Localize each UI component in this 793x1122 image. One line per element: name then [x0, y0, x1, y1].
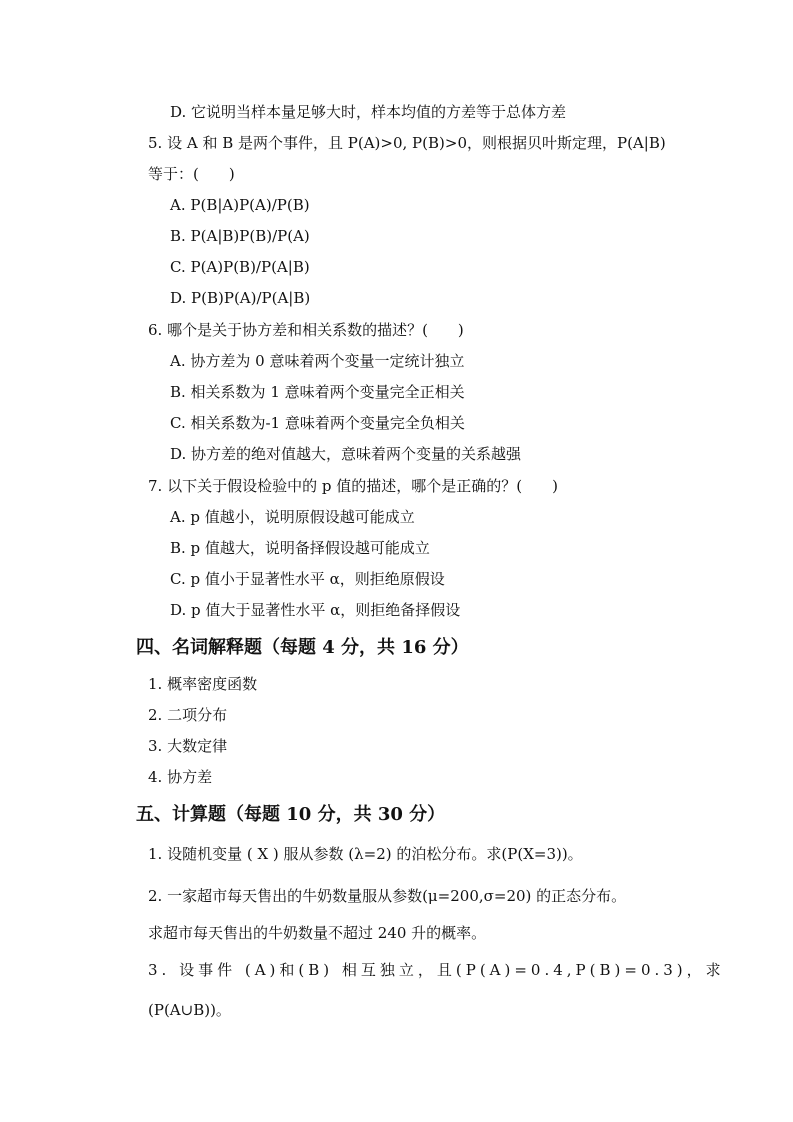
section5-heading: 五、计算题（每题 10 分，共 30 分）: [136, 804, 446, 825]
q6-option-d: D. 协方差的绝对值越大，意味着两个变量的关系越强: [170, 445, 522, 463]
section5-problem-1: 1. 设随机变量 ( X ) 服从参数 (λ=2) 的泊松分布。求(P(X=3))。: [148, 845, 583, 863]
q5-option-c: C. P(A)P(B)/P(A|B): [170, 258, 310, 276]
q7-option-d: D. p 值大于显著性水平 α，则拒绝备择假设: [170, 601, 461, 619]
q6-option-a: A. 协方差为 0 意味着两个变量一定统计独立: [170, 352, 465, 370]
section5-problem-3-line1: 3. 设事件 (A)和(B) 相互独立，且(P(A)=0.4,P(B)=0.3)，求: [148, 961, 725, 979]
section5-problem-2-line2: 求超市每天售出的牛奶数量不超过 240 升的概率。: [148, 924, 487, 942]
q6-option-c: C. 相关系数为-1 意味着两个变量完全负相关: [170, 414, 465, 432]
section5-problem-2-line1: 2. 一家超市每天售出的牛奶数量服从参数(μ=200,σ=20) 的正态分布。: [148, 887, 627, 905]
section4-item-4: 4. 协方差: [148, 768, 213, 786]
section5-problem-3-line2: (P(A∪B))。: [148, 1001, 231, 1019]
section4-heading: 四、名词解释题（每题 4 分，共 16 分）: [136, 637, 469, 658]
q5-option-b: B. P(A|B)P(B)/P(A): [170, 227, 310, 245]
section4-item-1: 1. 概率密度函数: [148, 675, 258, 693]
q7-option-c: C. p 值小于显著性水平 α，则拒绝原假设: [170, 570, 445, 588]
q6-option-b: B. 相关系数为 1 意味着两个变量完全正相关: [170, 383, 465, 401]
q5-option-d: D. P(B)P(A)/P(A|B): [170, 289, 311, 307]
q7-stem: 7. 以下关于假设检验中的 p 值的描述，哪个是正确的？( ): [148, 477, 558, 495]
section4-item-3: 3. 大数定律: [148, 737, 228, 755]
section4-item-2: 2. 二项分布: [148, 706, 228, 724]
q5-stem-cont: 等于：( ): [148, 165, 235, 183]
q4-option-d: D. 它说明当样本量足够大时，样本均值的方差等于总体方差: [170, 103, 567, 121]
q5-option-a: A. P(B|A)P(A)/P(B): [170, 196, 310, 214]
q7-option-a: A. p 值越小，说明原假设越可能成立: [170, 508, 415, 526]
q7-option-b: B. p 值越大，说明备择假设越可能成立: [170, 539, 430, 557]
q6-stem: 6. 哪个是关于协方差和相关系数的描述？( ): [148, 321, 464, 339]
q5-stem: 5. 设 A 和 B 是两个事件，且 P(A)>0, P(B)>0，则根据贝叶斯定理，P(A|B): [148, 134, 666, 152]
